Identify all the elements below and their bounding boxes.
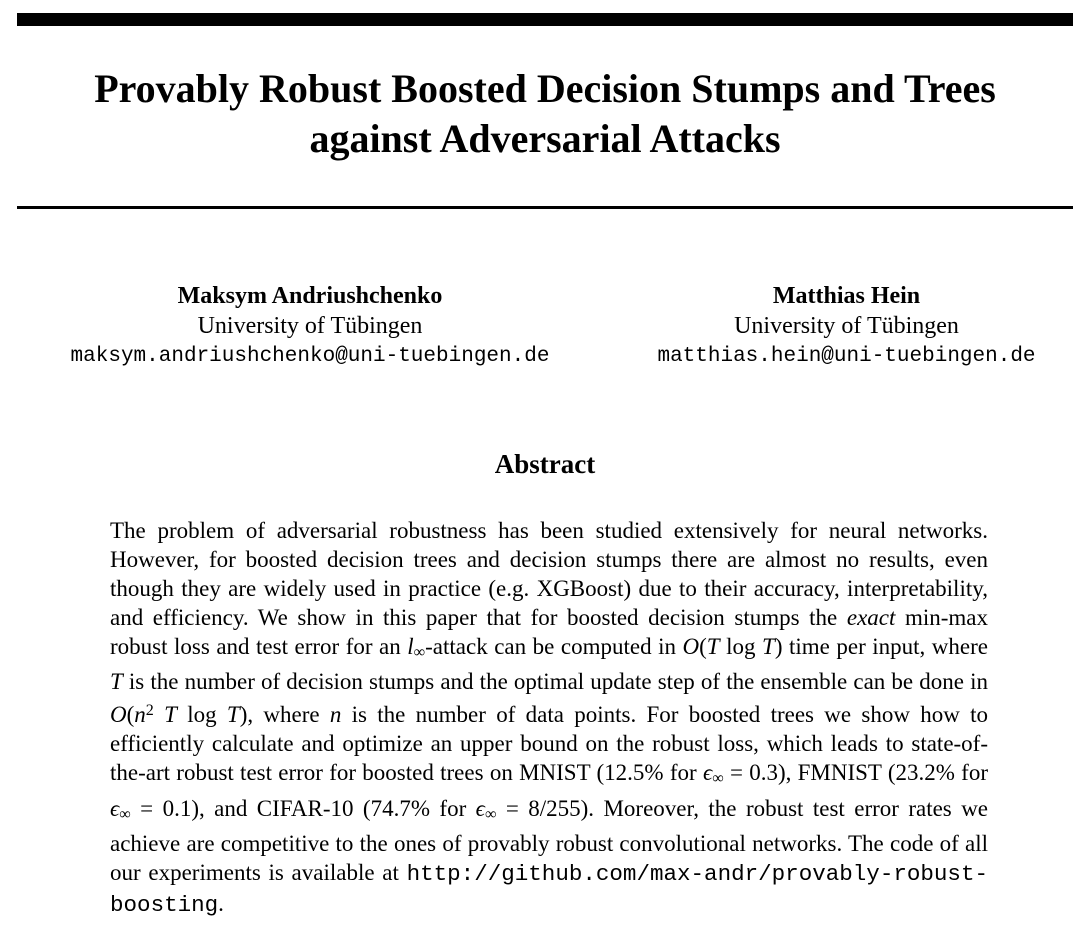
abstract-segment-mi: n <box>134 702 146 728</box>
abstract-segment-txt: is the number of decision stumps and the optimal update step of the ensemble can be done in <box>122 669 988 695</box>
author-block <box>0 281 1090 373</box>
abstract-segment-it: exact <box>846 605 896 630</box>
abstract-segment-txt: = 0.1), and CIFAR-10 (74.7% for <box>130 795 476 821</box>
abstract-segment-txt: log <box>719 634 763 659</box>
abstract-segment-mi: T <box>706 634 720 659</box>
abstract-segment-mi: T <box>226 702 240 728</box>
abstract-segment-txt: = 8/255). Moreover, the robust test error rates we achieve are competitive to the ones of provably robust convolutional networks. The code of all our experiments is available at <box>110 795 989 885</box>
abstract-segment-txt: ( <box>126 702 135 728</box>
abstract-segment-mi: T <box>110 669 123 695</box>
author-1-email: maksym.andriushchenko@uni-tuebingen.de <box>70 345 550 368</box>
author-2 <box>627 281 1067 373</box>
author-1-name: Maksym Andriushchenko <box>177 283 443 309</box>
abstract-segment-txt: -attack can be computed in <box>425 634 683 659</box>
title-line-2: against Adversarial Attacks <box>309 116 781 161</box>
abstract-segment-txt: min-max robust loss and test error for an <box>110 605 989 659</box>
abstract-segment-mi: O <box>110 702 127 728</box>
abstract-segment-mi: T <box>762 634 775 659</box>
abstract-segment-mi: ϵ <box>702 760 713 786</box>
abstract-segment-mi: ϵ <box>475 795 485 821</box>
author-2-name: Matthias Hein <box>772 283 921 309</box>
abstract-segment-txt: ( <box>699 634 707 659</box>
abstract-segment-sub: ∞ <box>484 805 497 823</box>
author-1 <box>38 281 583 373</box>
abstract-segment-txt <box>154 702 164 727</box>
abstract-heading: Abstract <box>494 449 596 479</box>
abstract-segment-mi: ϵ <box>110 795 120 821</box>
abstract-segment-sub: ∞ <box>119 805 131 823</box>
author-2-email: matthias.hein@uni-tuebingen.de <box>657 345 1036 368</box>
abstract-segment-txt: log <box>176 702 227 728</box>
abstract-segment-sup: 2 <box>145 702 154 720</box>
author-2-affiliation: University of Tübingen <box>734 313 959 339</box>
abstract-text <box>110 516 988 920</box>
title-line-1: Provably Robust Boosted Decision Stumps and Trees <box>94 66 996 111</box>
abstract-segment-mi: n <box>329 702 342 728</box>
paper-title <box>20 64 1070 164</box>
title-bottom-rule <box>17 206 1073 209</box>
abstract-segment-sub: ∞ <box>413 644 426 662</box>
abstract-segment-mi: l <box>407 634 414 659</box>
abstract-segment-txt: = 0.3), FMNIST (23.2% for <box>723 760 988 786</box>
author-1-affiliation: University of Tübingen <box>197 313 423 339</box>
abstract-segment-txt: is the number of data points. For boosted trees we show how to efficiently calculate and optimize an upper bound on the robust loss, which leads to state-of-the-art robust test error for boosted trees on MNIST (12.5% for <box>110 702 989 786</box>
code-repository-url[interactable]: http://github.com/max-andr/provably-robust-boosting <box>110 860 988 918</box>
abstract-segment-txt: . <box>218 890 224 916</box>
abstract-segment-mi: O <box>682 634 700 659</box>
top-rule <box>17 13 1073 26</box>
abstract-segment-txt: ), where <box>239 702 330 728</box>
abstract-segment-mi: T <box>164 702 177 728</box>
abstract-segment-txt: ) time per input, where <box>774 634 988 659</box>
abstract-segment-txt: The problem of adversarial robustness has been studied extensively for neural networks. However, for boosted decision trees and decision stumps there are almost no results, even though they are widely used in practice (e.g. XGBoost) due to their accuracy, interpretability, and efficiency. We show in this paper that for boosted decision stumps the <box>110 518 988 630</box>
abstract-segment-sub: ∞ <box>712 770 724 788</box>
